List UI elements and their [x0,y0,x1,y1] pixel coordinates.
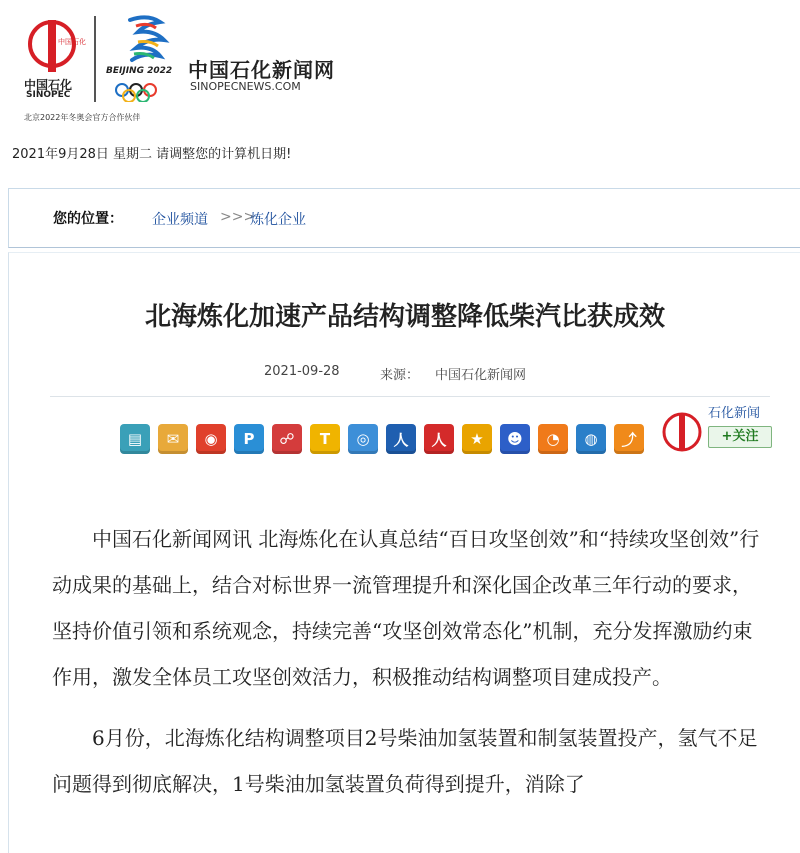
sinopec-cn-name: 中国石化 [24,78,73,92]
sinopec-en-name: SINOPEC [26,90,71,100]
header-divider [94,16,96,102]
qzone-icon[interactable]: P [234,424,264,454]
share-box-icon[interactable]: ⤴ [614,424,644,454]
tencent-weibo-icon[interactable]: ◎ [348,424,378,454]
email-icon[interactable]: ✉ [158,424,188,454]
article-source: 中国石化新闻网 [435,368,527,383]
share-orange-icon[interactable]: ◔ [538,424,568,454]
people-icon[interactable]: 人 [386,424,416,454]
site-header [0,0,800,185]
beijing-2022-text: BEIJING 2022 [106,66,173,76]
breadcrumb-separator: >>> [220,209,256,225]
breadcrumb [8,188,800,248]
follow-button[interactable]: +关注 [708,426,772,448]
renren-icon[interactable]: ☍ [272,424,302,454]
site-domain: SINOPECNEWS.COM [190,80,301,93]
weibo-icon[interactable]: ◉ [196,424,226,454]
partner-line: 北京2022年冬奥会官方合作伙伴 [24,113,141,122]
article-paragraph: 6月份，北海炼化结构调整项目2号柴油加氢装置和制氢装置投产，氢气不足问题得到彻底解决，1号柴油加氢装置负荷得到提升，消除了 [52,726,758,796]
article-source-label: 来源： [380,368,420,383]
favorite-star-icon[interactable]: ★ [462,424,492,454]
article-date: 2021-09-28 [264,364,340,379]
article-title: 北海炼化加速产品结构调整降低柴汽比获成效 [144,302,665,332]
breadcrumb-label: 您的位置： [53,211,123,227]
site-name[interactable]: 中国石化新闻网 [188,58,335,82]
tianya-icon[interactable]: T [310,424,340,454]
svg-text:中国石化: 中国石化 [58,38,86,46]
baidu-icon[interactable]: ☻ [500,424,530,454]
sinopec-follow-logo[interactable] [660,410,708,454]
article-paragraph: 中国石化新闻网讯 北海炼化在认真总结“百日攻坚创效”和“持续攻坚创效”行动成果的基础上，结合对标世界一流管理提升和深化国企改革三年行动的要求，坚持价值引领和系统观念，持续完善“攻坚创效常态化”机制，充分发挥激励约束作用，激发全体员工攻坚创效活力，积极推动结构调整项目建成投产。 [52,527,760,689]
breadcrumb-link-enterprise[interactable]: 企业频道 [152,212,208,228]
breadcrumb-link-refining[interactable]: 炼化企业 [250,212,306,228]
beijing-2022-emblem [108,12,184,102]
print-icon[interactable]: ▤ [120,424,150,454]
article-body [52,516,760,822]
globe-icon[interactable]: ◍ [576,424,606,454]
people-daily-icon[interactable]: 人 [424,424,454,454]
meta-divider [50,396,770,397]
follow-account-name[interactable]: 石化新闻 [708,406,761,421]
date-line: 2021年9月28日 星期二 请调整您的计算机日期! [12,147,292,162]
